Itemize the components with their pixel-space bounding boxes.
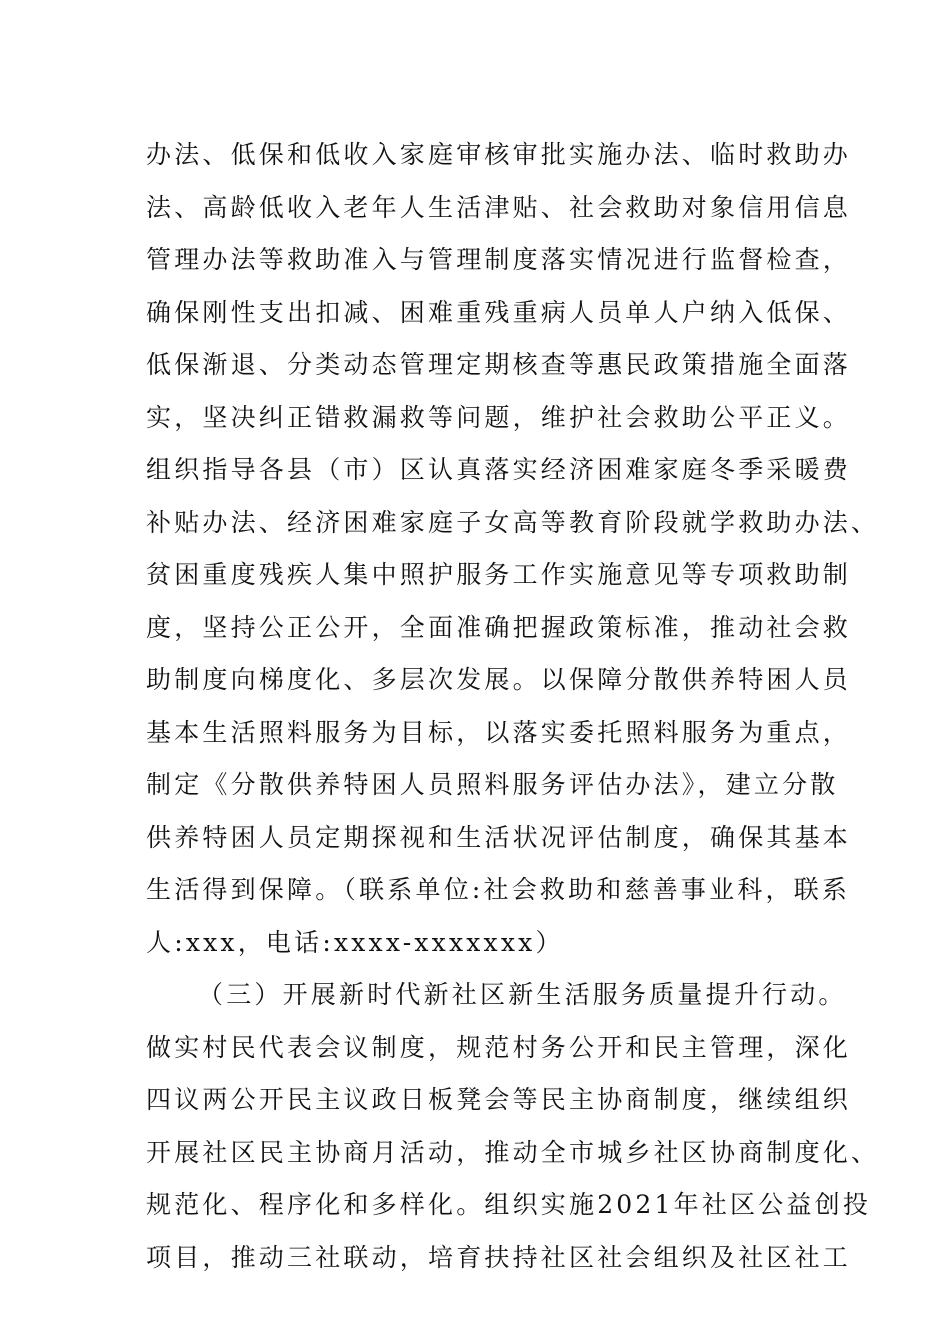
text-line: 助制度向梯度化、多层次发展。以保障分散供养特困人员 — [146, 665, 852, 694]
text-line: 规范化、程序化和多样化。组织实施2021年社区公益创投 — [146, 1190, 872, 1219]
text-line: 供养特困人员定期探视和生活状况评估制度，确保其基本 — [146, 822, 852, 852]
text-line: 制定《分散供养特困人员照料服务评估办法》，建立分散 — [146, 770, 839, 799]
text-line: 低保渐退、分类动态管理定期核查等惠民政策措施全面落 — [146, 350, 852, 379]
section-heading: （三）开展新时代新社区新生活服务质量提升行动。 — [198, 980, 847, 1009]
body-text — [146, 129, 880, 1284]
text-line: 项目，推动三社联动，培育扶持社区社会组织及社区社工 — [146, 1242, 852, 1272]
text-line: 基本生活照料服务为目标，以落实委托照料服务为重点， — [146, 717, 852, 747]
text-line: 补贴办法、经济困难家庭子女高等教育阶段就学救助办法、 — [146, 507, 880, 537]
text-line: 度，坚持公正公开，全面准确把握政策标准，推动社会救 — [146, 612, 852, 642]
text-line: 生活得到保障。（联系单位:社会救助和慈善事业科，联系 — [146, 875, 851, 904]
text-line: 贫困重度残疾人集中照护服务工作实施意见等专项救助制 — [146, 560, 852, 589]
text-line: 开展社区民主协商月活动，推动全市城乡社区协商制度化、 — [146, 1137, 880, 1167]
text-line: 管理办法等救助准入与管理制度落实情况进行监督检查， — [146, 245, 852, 274]
text-line: 法、高龄低收入老年人生活津贴、社会救助对象信用信息 — [146, 192, 852, 222]
text-line: 做实村民代表会议制度，规范村务公开和民主管理，深化 — [146, 1032, 852, 1062]
text-line: 组织指导各县（市）区认真落实经济困难家庭冬季采暖费 — [146, 455, 852, 484]
text-line: 人:xxx，电话:xxxx-xxxxxxx） — [146, 927, 564, 957]
text-line: 实，坚决纠正错救漏救等问题，维护社会救助公平正义。 — [146, 402, 852, 432]
text-line: 办法、低保和低收入家庭审核审批实施办法、临时救助办 — [146, 140, 852, 169]
text-line: 四议两公开民主议政日板凳会等民主协商制度，继续组织 — [146, 1085, 852, 1114]
text-line: 确保刚性支出扣减、困难重残重病人员单人户纳入低保、 — [146, 297, 852, 327]
